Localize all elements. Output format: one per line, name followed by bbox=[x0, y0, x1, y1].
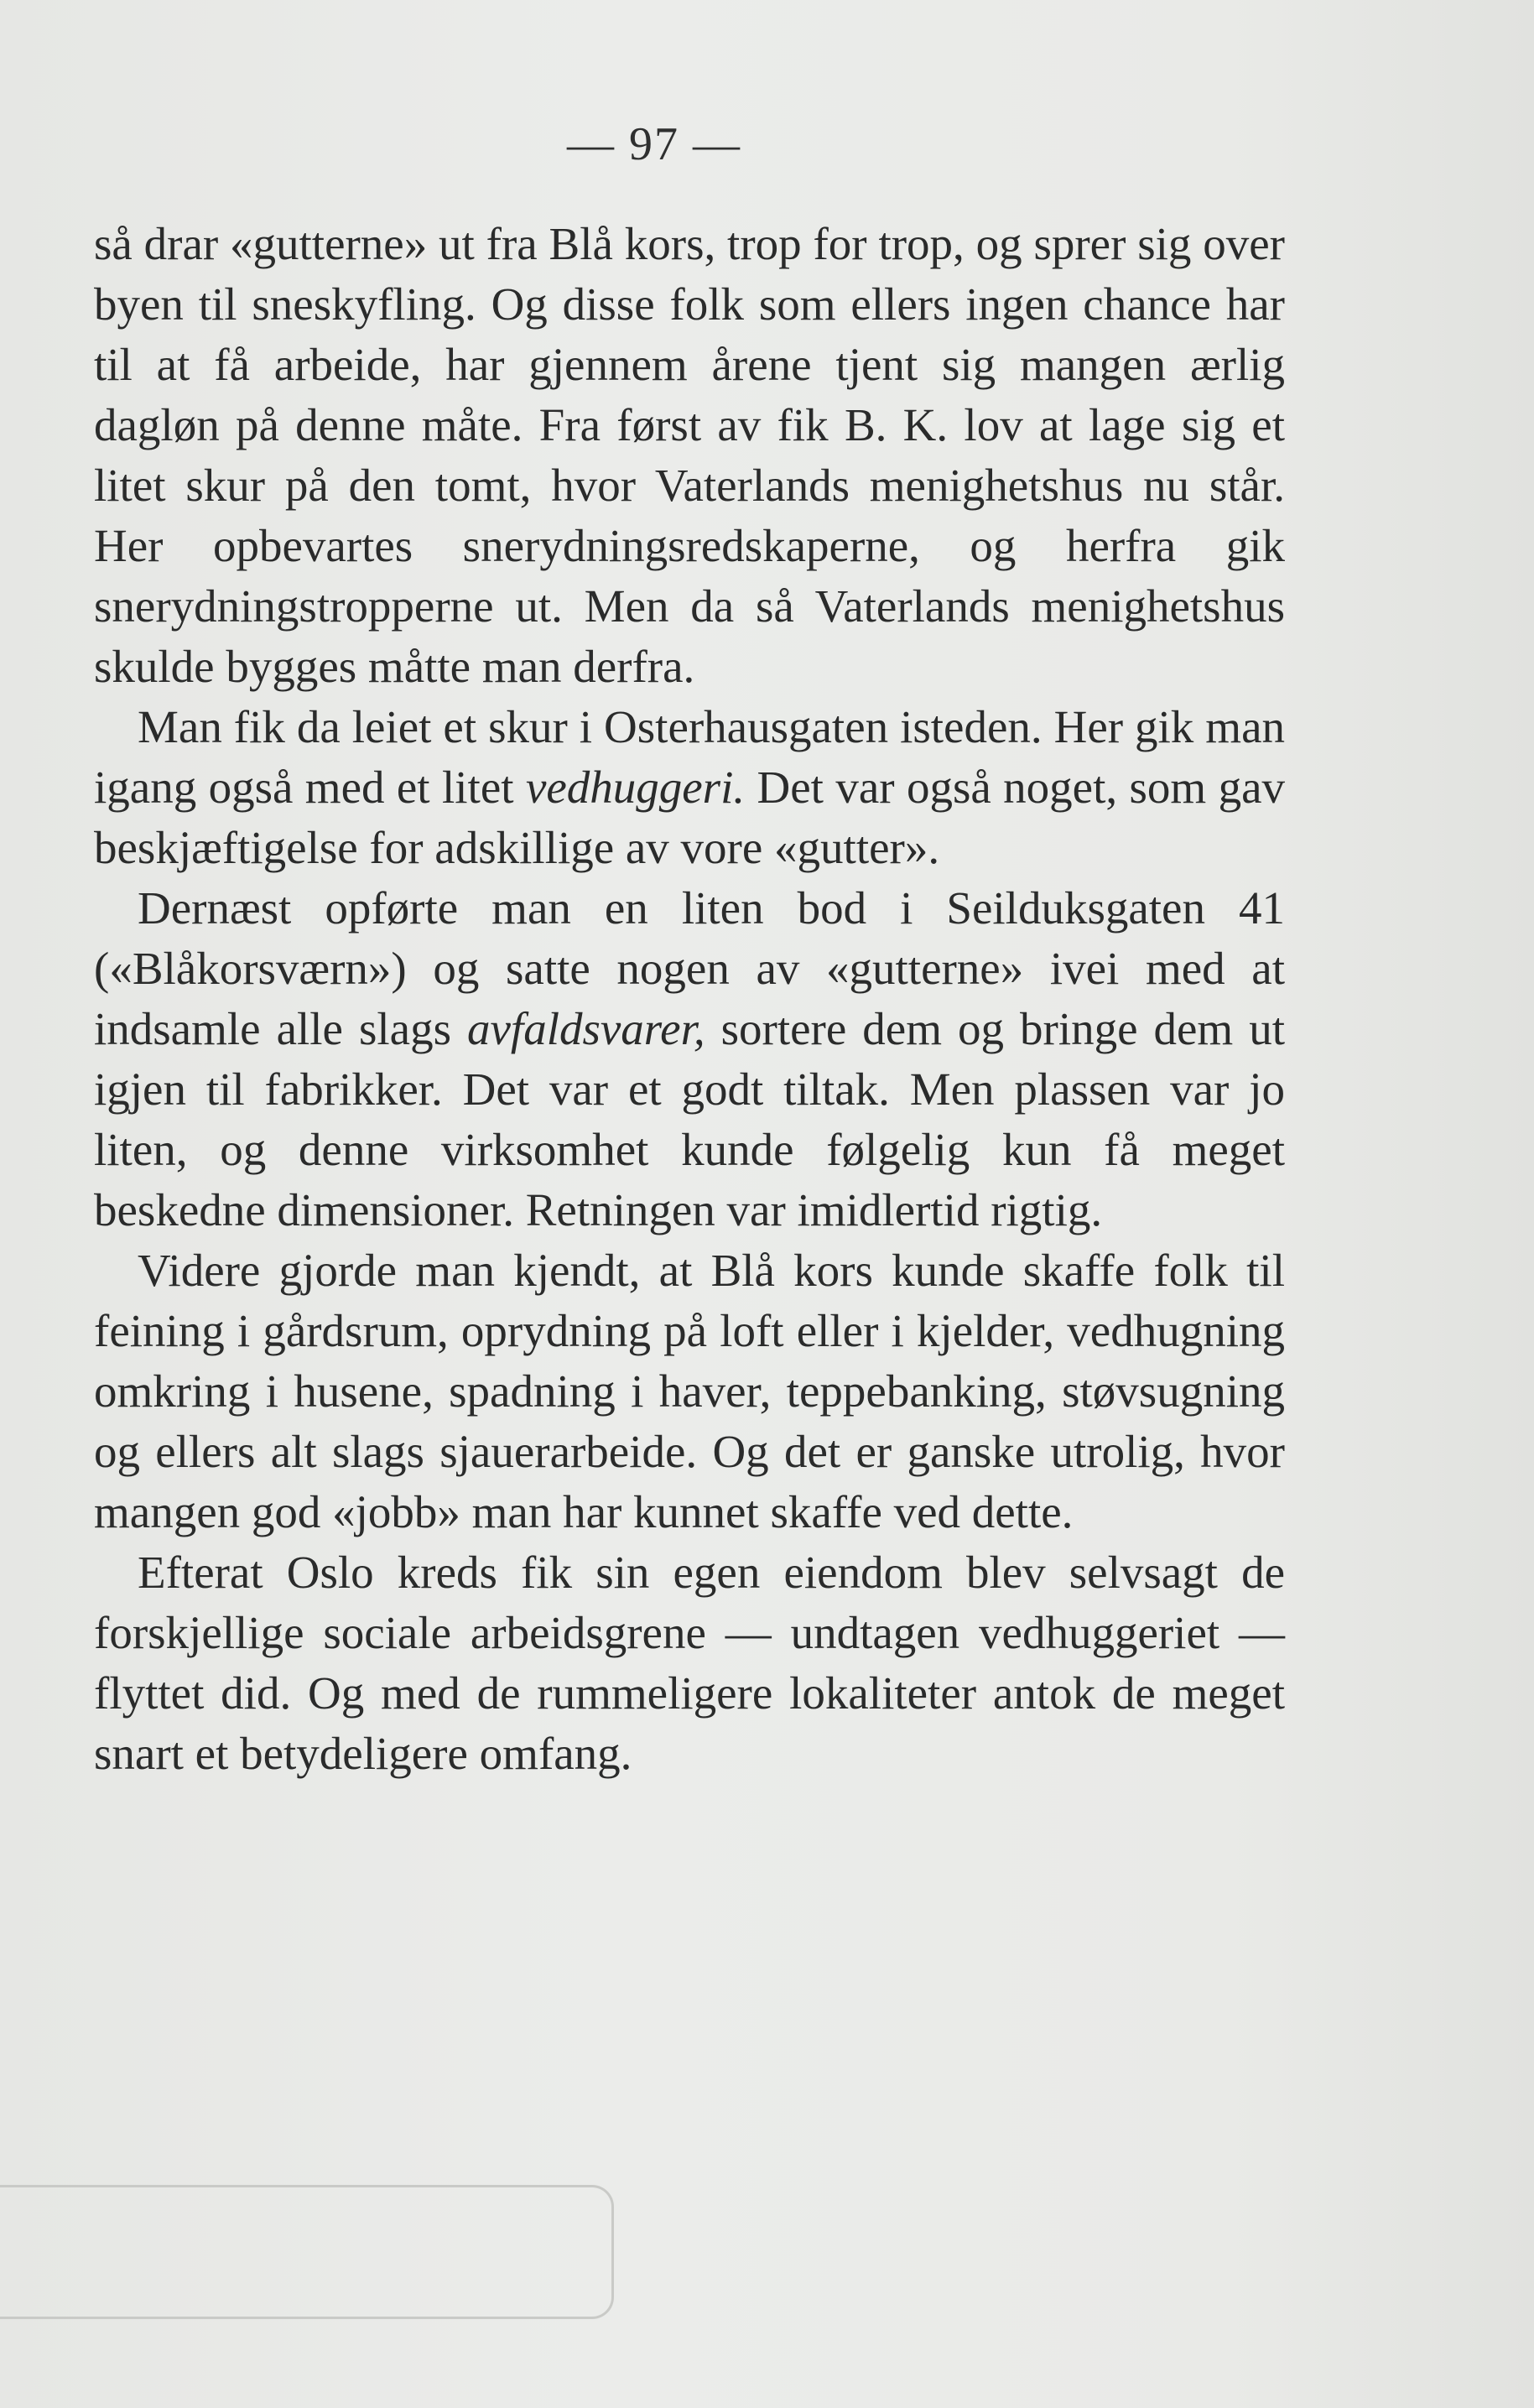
text-run: Efterat Oslo kreds fik sin egen eiendom blev selvsagt de forskjellige sociale arbeidsgrene — undtagen vedhuggeriet — flyttet did. Og med de rummeligere lokaliteter antok de meget snart et betydeligere omfang. bbox=[94, 1547, 1285, 1779]
italic-phrase: vedhuggeri. bbox=[525, 762, 746, 813]
text-run: Videre gjorde man kjendt, at Blå kors kunde skaffe folk til feining i gårdsrum, oprydning på loft eller i kjelder, vedhugning omkring i husene, spadning i haver, teppebanking, støvsugning og ellers alt slags sjauerarbeide. Og det er ganske utrolig, hvor mangen god «jobb» man har kunnet skaffe ved dette. bbox=[94, 1245, 1285, 1537]
paragraph bbox=[94, 1240, 1285, 1542]
body-text bbox=[94, 214, 1285, 1784]
italic-phrase: avfaldsvarer, bbox=[467, 1003, 705, 1054]
text-run: sortere dem og bringe dem ut igjen til fabrikker. Det var et godt tiltak. Men plassen var jo liten, og denne virksomhet kunde følgelig kun få meget beskedne dimensioner. Retningen var imidlertid rigtig. bbox=[94, 1003, 1285, 1235]
paper-card-edge bbox=[0, 2185, 614, 2319]
text-run: Dernæst opførte man en liten bod i Seilduksgaten 41 («Blåkorsværn») og satte nogen av «gutterne» ivei med at indsamle alle slags bbox=[94, 882, 1285, 1054]
paragraph bbox=[94, 1542, 1285, 1784]
page-number: — 97 — bbox=[567, 118, 741, 170]
paragraph bbox=[94, 214, 1285, 697]
text-run: Det var også noget, som gav beskjæftigelse for adskillige av vore «gutter». bbox=[94, 762, 1285, 873]
text-run: Man fik da leiet et skur i Osterhausgaten isteden. Her gik man igang også med et litet bbox=[94, 701, 1285, 813]
paragraph bbox=[94, 878, 1285, 1240]
paragraph bbox=[94, 697, 1285, 878]
text-run: så drar «gutterne» ut fra Blå kors, trop for trop, og sprer sig over byen til sneskyfling. Og disse folk som ellers ingen chance har til at få arbeide, har gjennem årene tjent sig mangen ærlig dagløn på denne måte. Fra først av fik B. K. lov at lage sig et litet skur på den tomt, hvor Vaterlands menighetshus nu står. Her opbevartes snerydningsredskaperne, og herfra gik snerydningstropperne ut. Men da så Vaterlands menighetshus skulde bygges måtte man derfra. bbox=[94, 218, 1285, 692]
